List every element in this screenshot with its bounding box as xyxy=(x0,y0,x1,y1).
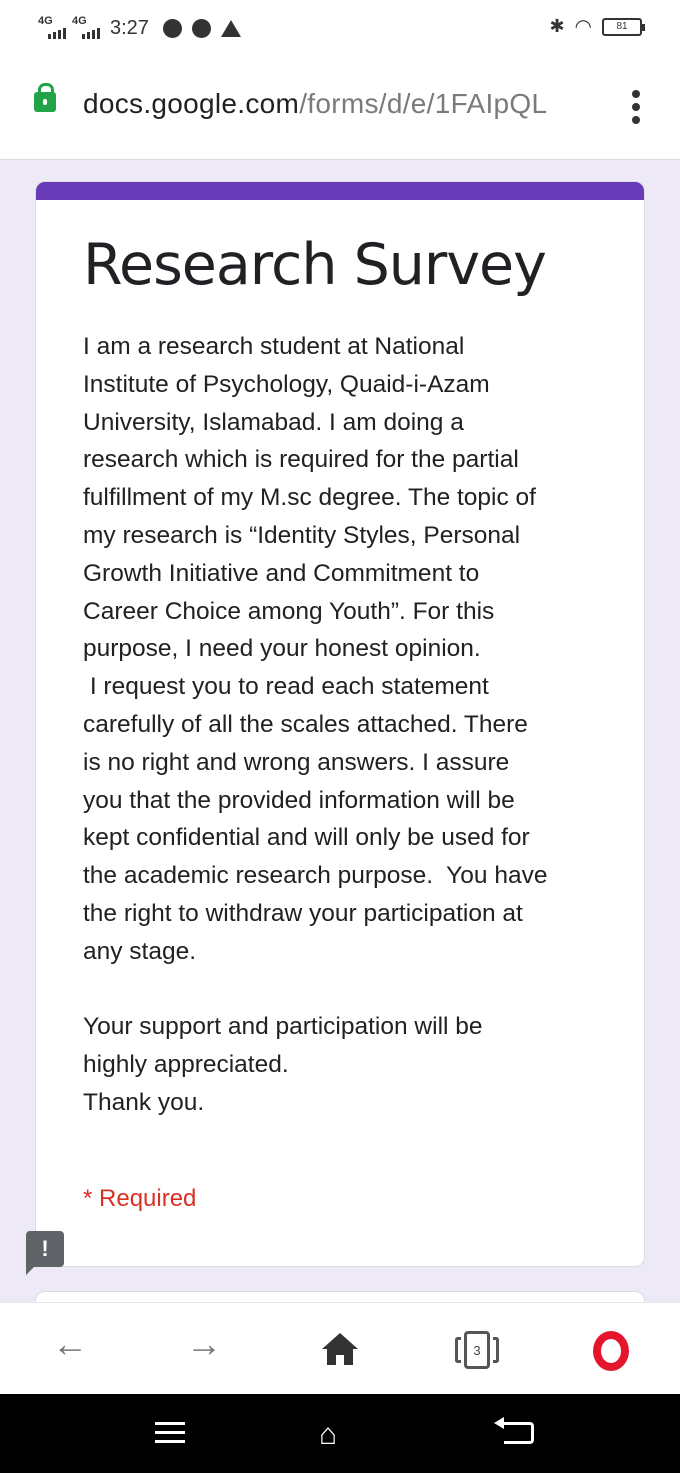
home-icon[interactable] xyxy=(322,1333,358,1365)
system-nav-bar xyxy=(0,1394,680,1473)
url-field[interactable] xyxy=(83,88,547,120)
bluetooth-icon: ✱ xyxy=(549,16,565,36)
status-bar xyxy=(0,0,680,56)
wifi-icon: ◠ xyxy=(574,16,592,38)
clock: 3:27 xyxy=(110,16,149,39)
address-bar[interactable] xyxy=(0,56,680,160)
recent-apps-icon[interactable] xyxy=(155,1422,185,1443)
more-menu-icon[interactable] xyxy=(632,90,640,124)
form-description: I am a research student at National Institute of Psychology, Quaid-i-Azam University, Islamabad. I am doing a research which is required for the partial fulfillment of my M.sc degree. The topic of my research is “Identity Styles, Personal Growth Initiative and Commitment to Career Choice among Youth”. For this purpose, I need your honest opinion. I request you to read each statement carefully of all the scales attached. There is no right and wrong answers. I assure you that the provided information will be kept confidential and will only be used for the academic research purpose. You have the right to withdraw your participation at any stage. Your support and participation will be highly appreciated. Thank you. xyxy=(83,333,548,1116)
browser-bottom-bar xyxy=(0,1302,680,1394)
url-host: docs.google.com xyxy=(83,88,300,119)
signal-icon-2 xyxy=(72,17,100,39)
url-path: /forms/d/e/1FAIpQL xyxy=(299,88,548,119)
system-back-icon[interactable] xyxy=(504,1422,534,1444)
signal-label: 4G xyxy=(38,15,53,27)
tab-count: 3 xyxy=(464,1331,490,1369)
report-icon: ! xyxy=(41,1236,49,1261)
drive-icon xyxy=(221,20,241,37)
forward-arrow-icon[interactable]: → xyxy=(186,1323,222,1364)
opera-menu-icon[interactable] xyxy=(593,1331,629,1371)
required-note: * Required xyxy=(83,1185,197,1212)
back-arrow-icon[interactable]: ← xyxy=(52,1323,88,1364)
battery-level: 81 xyxy=(616,21,628,32)
system-home-icon[interactable]: ⌂ xyxy=(319,1418,338,1451)
form-title: Research Survey xyxy=(83,232,546,298)
tabs-button[interactable] xyxy=(455,1331,499,1369)
form-header-card xyxy=(35,181,645,1267)
report-button[interactable] xyxy=(26,1231,64,1267)
lock-icon[interactable] xyxy=(34,92,56,112)
chrome-icon xyxy=(192,19,211,38)
message-icon xyxy=(163,19,182,38)
accent-bar xyxy=(36,182,644,200)
signal-icon xyxy=(38,17,66,39)
signal-label-2: 4G xyxy=(72,15,87,27)
battery-icon xyxy=(602,18,642,36)
